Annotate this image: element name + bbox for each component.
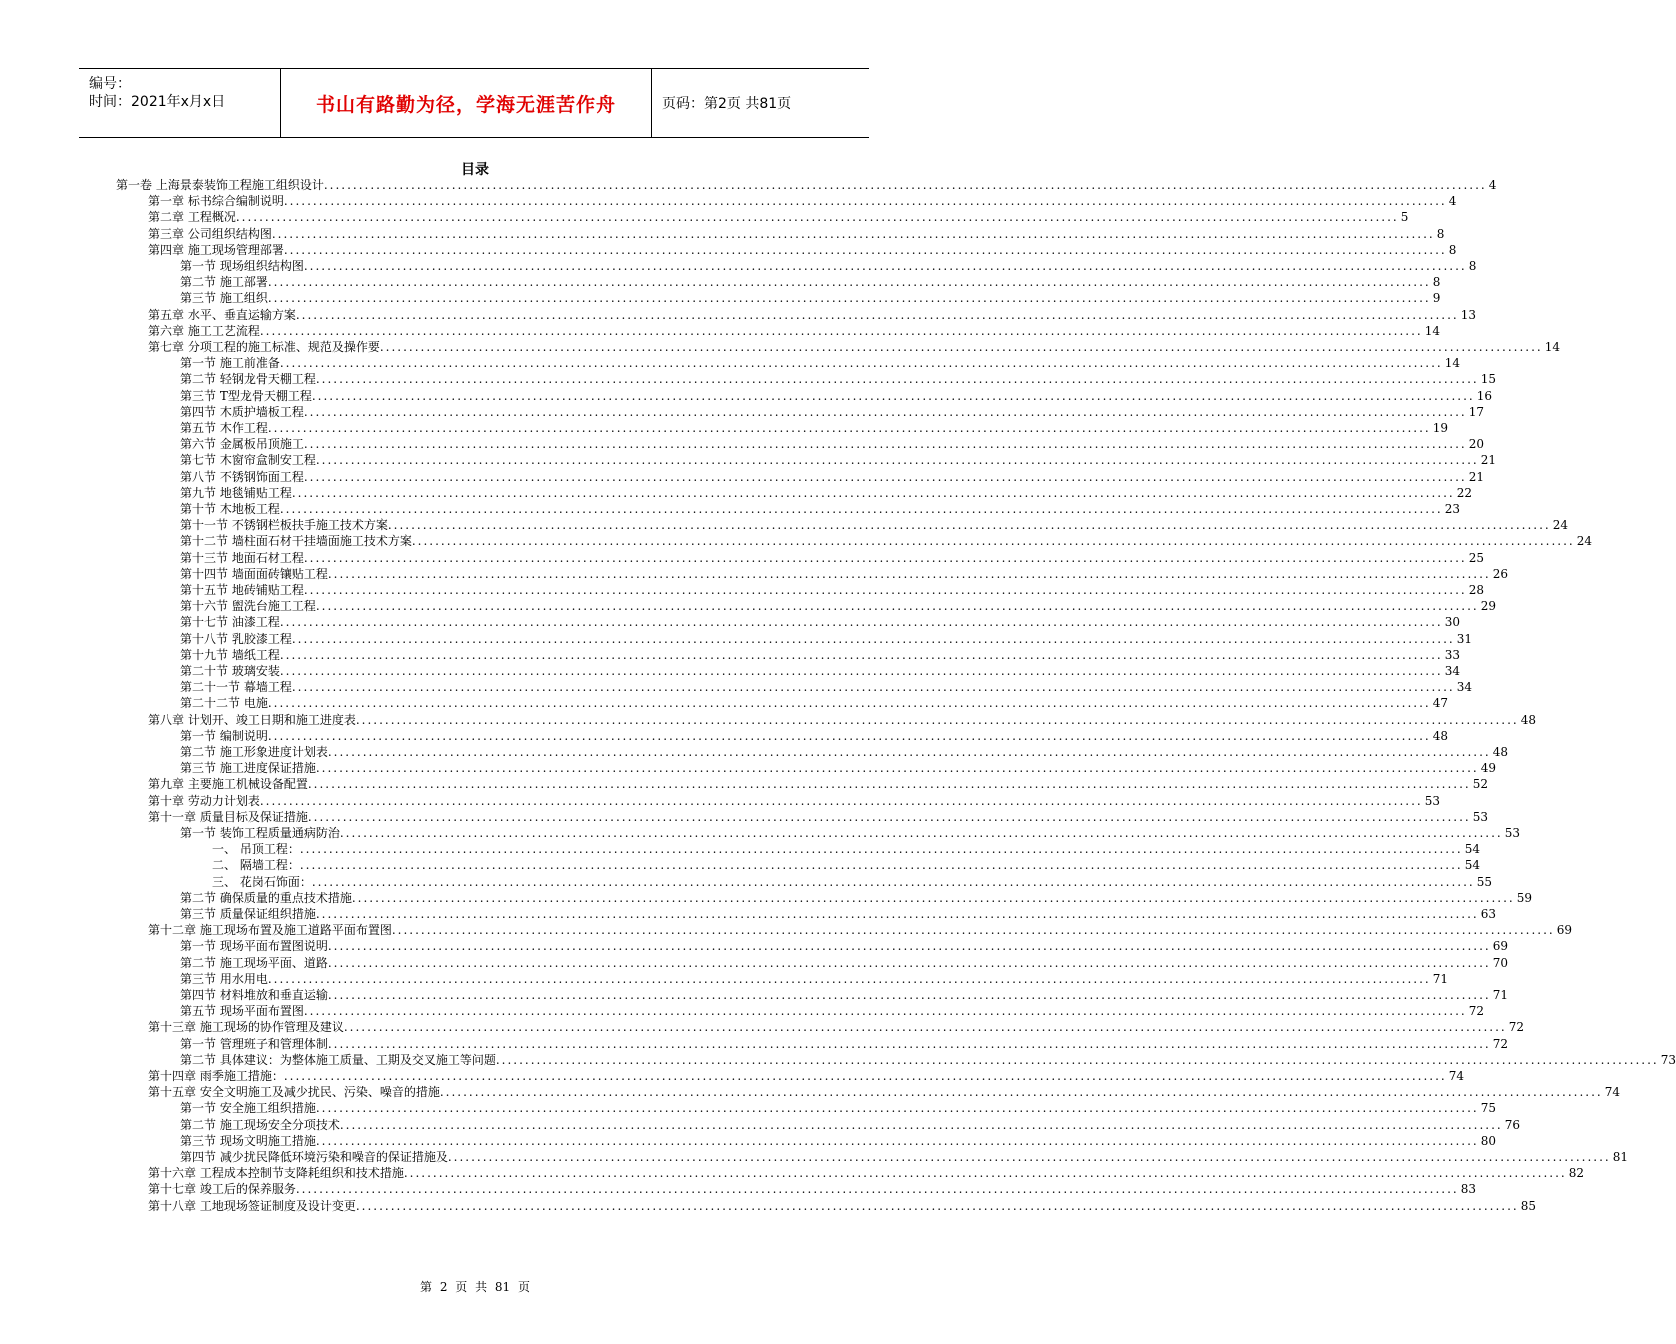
toc-entry-title: 第十八节 乳胶漆工程 (180, 631, 292, 646)
toc-entry-page: 17 (1468, 404, 1484, 419)
toc-entry-title: 第十一章 质量目标及保证措施 (148, 809, 308, 824)
toc-entry-page: 69 (1492, 939, 1508, 954)
toc-entry-title: 第十四节 墙面面砖镶贴工程 (180, 566, 328, 581)
toc-entry[interactable] (148, 1181, 1476, 1197)
toc-entry[interactable] (180, 890, 1532, 906)
toc-entry-page: 8 (1432, 275, 1441, 290)
toc-entry-title: 第一节 现场平面布置图说明 (180, 939, 328, 954)
toc-leader-dots: ........................................................................................................................................................................................................ (327, 745, 1491, 759)
toc-entry-page: 19 (1432, 421, 1448, 435)
toc-entry-page: 71 (1492, 988, 1508, 1002)
toc-entry-page: 47 (1432, 696, 1448, 711)
toc-entry[interactable] (180, 938, 1508, 954)
toc-entry-page: 13 (1460, 307, 1476, 322)
toc-entry-page: 14 (1444, 356, 1460, 371)
toc-entry-page: 53 (1504, 826, 1520, 840)
toc-leader-dots: ........................................................................................................................................................................................................ (303, 1004, 1467, 1019)
toc-entry-page: 24 (1576, 534, 1592, 549)
toc-entry-title: 第十七节 油漆工程 (180, 615, 280, 630)
toc-leader-dots: ........................................................................................................................................................................................................ (315, 599, 1479, 614)
toc-entry-page: 29 (1480, 599, 1496, 614)
toc-leader-dots: ........................................................................................................................................................................................................ (327, 566, 1491, 581)
toc-leader-dots: ........................................................................................................................................................................................................ (411, 534, 1575, 549)
toc-leader-dots: ........................................................................................................................................................................................................ (279, 647, 1443, 662)
toc-entry[interactable] (148, 1019, 1524, 1035)
toc-entry[interactable] (180, 533, 1592, 549)
page-header (79, 68, 869, 138)
toc-entry[interactable] (180, 371, 1496, 387)
toc-leader-dots: ........................................................................................................................................................................................................ (323, 178, 1487, 192)
toc-entry-page: 8 (1448, 242, 1457, 257)
toc-leader-dots: ........................................................................................................................................................................................................ (379, 340, 1543, 354)
toc-entry[interactable] (180, 566, 1508, 582)
toc-entry-title: 第十二章 施工现场布置及施工道路平面布置图 (148, 923, 392, 938)
toc-entry-page: 4 (1488, 178, 1497, 192)
toc-entry-title: 第二十节 玻璃安装 (180, 664, 280, 678)
toc-entry[interactable] (148, 193, 1457, 209)
toc-entry[interactable] (180, 1149, 1628, 1165)
toc-entry[interactable] (148, 1165, 1584, 1181)
toc-leader-dots: ........................................................................................................................................................................................................ (315, 1133, 1479, 1148)
toc-entry[interactable] (148, 1068, 1464, 1084)
toc-leader-dots: ........................................................................................................................................................................................................ (283, 194, 1447, 209)
toc-entry-title: 第三节 施工进度保证措施 (180, 761, 316, 776)
toc-entry-title: 第四节 减少扰民降低环境污染和噪音的保证措施及 (180, 1150, 448, 1164)
toc-leader-dots: ........................................................................................................................................................................................................ (259, 793, 1423, 808)
toc-entry-page: 59 (1516, 890, 1532, 905)
toc-entry-page: 72 (1468, 1004, 1484, 1019)
toc-entry[interactable] (180, 1003, 1484, 1019)
time-label: 时间：2021年x月x日 (89, 94, 226, 110)
toc-entry[interactable] (180, 1052, 1676, 1068)
toc-leader-dots: ........................................................................................................................................................................................................ (259, 323, 1423, 338)
toc-entry-title: 二、 隔墙工程： (212, 858, 300, 873)
toc-entry-title: 第八节 不锈钢饰面工程 (180, 469, 304, 484)
toc-entry[interactable] (148, 307, 1476, 323)
toc-entry-page: 34 (1444, 664, 1460, 678)
toc-leader-dots: ........................................................................................................................................................................................................ (447, 1150, 1611, 1164)
toc-leader-dots: ........................................................................................................................................................................................................ (291, 680, 1455, 695)
toc-entry[interactable] (180, 388, 1492, 404)
toc-entry[interactable] (148, 242, 1457, 258)
toc-entry[interactable] (180, 517, 1568, 533)
toc-title: 目录 (461, 162, 489, 178)
toc-entry-page: 33 (1444, 647, 1460, 662)
toc-leader-dots: ........................................................................................................................................................................................................ (315, 907, 1479, 921)
toc-entry[interactable] (180, 906, 1496, 922)
toc-entry-page: 14 (1544, 340, 1560, 354)
toc-entry-title: 第一节 施工前准备 (180, 356, 280, 371)
toc-entry-title: 第五节 现场平面布置图 (180, 1004, 304, 1019)
toc-entry-page: 4 (1448, 194, 1457, 209)
toc-entry-title: 第十三章 施工现场的协作管理及建议 (148, 1020, 344, 1035)
toc-leader-dots: ........................................................................................................................................................................................................ (327, 988, 1491, 1002)
toc-entry-page: 69 (1556, 923, 1572, 938)
toc-entry-title: 第三节 施工组织 (180, 291, 268, 306)
toc-entry-title: 第十六节 盥洗台施工工程 (180, 599, 316, 614)
toc-leader-dots: ........................................................................................................................................................................................................ (295, 307, 1459, 322)
toc-leader-dots: ........................................................................................................................................................................................................ (279, 664, 1443, 678)
toc-entry[interactable] (180, 987, 1508, 1003)
toc-entry-page: 8 (1468, 259, 1477, 273)
toc-leader-dots: ........................................................................................................................................................................................................ (291, 631, 1455, 646)
toc-leader-dots: ........................................................................................................................................................................................................ (311, 874, 1475, 889)
toc-entry[interactable] (212, 874, 1492, 890)
toc-entry-title: 第三节 T型龙骨天棚工程 (180, 388, 312, 403)
toc-entry-page: 5 (1400, 210, 1409, 225)
toc-entry[interactable] (180, 1036, 1508, 1052)
toc-entry-title: 第十六章 工程成本控制节支降耗组织和技术措施 (148, 1166, 404, 1181)
toc-entry[interactable] (180, 728, 1448, 744)
toc-entry-page: 70 (1492, 955, 1508, 970)
toc-entry-title: 第三节 现场文明施工措施 (180, 1133, 316, 1148)
toc-leader-dots: ........................................................................................................................................................................................................ (267, 275, 1431, 290)
toc-entry-page: 14 (1424, 323, 1440, 338)
toc-entry[interactable] (148, 776, 1488, 792)
toc-entry[interactable] (180, 501, 1460, 517)
toc-entry-title: 一、 吊顶工程： (212, 842, 300, 857)
toc-leader-dots: ........................................................................................................................................................................................................ (267, 421, 1431, 435)
toc-entry-title: 第二节 施工形象进度计划表 (180, 745, 328, 759)
toc-entry-page: 54 (1464, 858, 1480, 873)
toc-entry-title: 第四章 施工现场管理部署 (148, 242, 284, 257)
toc-entry-title: 第四节 材料堆放和垂直运输 (180, 988, 328, 1002)
toc-entry[interactable] (180, 550, 1484, 566)
toc-leader-dots: ........................................................................................................................................................................................................ (279, 356, 1443, 371)
toc-entry-title: 第一卷 上海景泰装饰工程施工组织设计 (116, 178, 324, 192)
toc-entry[interactable] (148, 793, 1440, 809)
toc-entry-title: 第一节 装饰工程质量通病防治 (180, 826, 340, 840)
toc-leader-dots: ........................................................................................................................................................................................................ (267, 696, 1431, 711)
page-label: 页码：第2页 共81页 (662, 96, 792, 112)
toc-entry[interactable] (180, 1117, 1520, 1133)
toc-leader-dots: ........................................................................................................................................................................................................ (351, 890, 1515, 905)
toc-leader-dots: ........................................................................................................................................................................................................ (295, 1182, 1459, 1197)
toc-entry-page: 76 (1504, 1117, 1520, 1132)
toc-leader-dots: ........................................................................................................................................................................................................ (439, 1085, 1603, 1100)
toc-leader-dots: ........................................................................................................................................................................................................ (327, 1036, 1491, 1051)
toc-entry[interactable] (116, 177, 1497, 193)
toc-leader-dots: ........................................................................................................................................................................................................ (235, 210, 1399, 225)
toc-entry[interactable] (180, 258, 1477, 274)
toc-entry-title: 第二节 施工现场安全分项技术 (180, 1117, 340, 1132)
toc-entry-title: 第十九节 墙纸工程 (180, 647, 280, 662)
toc-entry-title: 第一节 现场组织结构图 (180, 259, 304, 273)
toc-entry-title: 第三节 质量保证组织措施 (180, 907, 316, 921)
toc-entry-title: 第十二节 墙柱面石材干挂墙面施工技术方案 (180, 534, 412, 549)
toc-entry-page: 83 (1460, 1182, 1476, 1197)
toc-entry-title: 第五节 木作工程 (180, 421, 268, 435)
toc-entry-title: 第十八章 工地现场签证制度及设计变更 (148, 1198, 356, 1213)
toc-leader-dots: ........................................................................................................................................................................................................ (283, 1069, 1447, 1083)
toc-entry-page: 30 (1444, 615, 1460, 630)
toc-entry-page: 34 (1456, 680, 1472, 695)
toc-leader-dots: ........................................................................................................................................................................................................ (327, 955, 1491, 970)
toc-leader-dots: ........................................................................................................................................................................................................ (315, 1101, 1479, 1116)
toc-leader-dots: ........................................................................................................................................................................................................ (355, 712, 1519, 727)
number-label: 编号： (89, 76, 131, 92)
toc-leader-dots: ........................................................................................................................................................................................................ (267, 971, 1431, 986)
toc-leader-dots: ........................................................................................................................................................................................................ (279, 502, 1443, 516)
toc-leader-dots: ........................................................................................................................................................................................................ (303, 469, 1467, 484)
toc-entry-page: 52 (1472, 777, 1488, 792)
toc-entry-page: 31 (1456, 631, 1472, 646)
toc-leader-dots: ........................................................................................................................................................................................................ (327, 939, 1491, 954)
toc-entry-page: 21 (1480, 453, 1496, 468)
toc-entry-page: 53 (1472, 809, 1488, 824)
toc-entry-page: 72 (1508, 1020, 1524, 1035)
header-page-cell (652, 69, 869, 137)
toc-entry[interactable] (180, 647, 1460, 663)
header-motto-cell (281, 69, 652, 137)
toc-leader-dots: ........................................................................................................................................................................................................ (315, 372, 1479, 387)
toc-entry[interactable] (148, 226, 1445, 242)
toc-entry-title: 三、 花岗石饰面： (212, 874, 312, 889)
toc-leader-dots: ........................................................................................................................................................................................................ (283, 242, 1447, 257)
toc-leader-dots: ........................................................................................................................................................................................................ (311, 388, 1475, 403)
toc-entry-title: 第三节 用水用电 (180, 971, 268, 986)
toc-entry-title: 第二节 轻钢龙骨天棚工程 (180, 372, 316, 387)
toc-entry-page: 63 (1480, 907, 1496, 921)
toc-leader-dots: ........................................................................................................................................................................................................ (303, 437, 1467, 452)
toc-leader-dots: ........................................................................................................................................................................................................ (271, 226, 1435, 241)
toc-entry-page: 9 (1432, 291, 1441, 306)
toc-entry[interactable] (148, 922, 1572, 938)
toc-entry-page: 74 (1448, 1069, 1464, 1083)
toc-entry-page: 25 (1468, 550, 1484, 565)
toc-entry-page: 55 (1476, 874, 1492, 889)
toc-entry-title: 第二十二节 电施 (180, 696, 268, 711)
toc-entry[interactable] (180, 290, 1441, 306)
toc-entry[interactable] (180, 663, 1460, 679)
toc-entry[interactable] (180, 760, 1496, 776)
toc-entry[interactable] (180, 436, 1484, 452)
toc-leader-dots: ........................................................................................................................................................................................................ (299, 842, 1463, 857)
toc-leader-dots: ........................................................................................................................................................................................................ (307, 809, 1471, 824)
toc-entry[interactable] (180, 420, 1448, 436)
toc-entry-page: 80 (1480, 1133, 1496, 1148)
toc-leader-dots: ........................................................................................................................................................................................................ (315, 761, 1479, 776)
toc-entry-title: 第二节 施工现场平面、道路 (180, 955, 328, 970)
toc-leader-dots: ........................................................................................................................................................................................................ (403, 1166, 1567, 1181)
toc-entry-page: 48 (1520, 712, 1536, 727)
toc-entry-title: 第二章 工程概况 (148, 210, 236, 225)
toc-leader-dots: ........................................................................................................................................................................................................ (387, 518, 1551, 533)
toc-entry[interactable] (180, 1133, 1496, 1149)
toc-entry[interactable] (180, 631, 1472, 647)
toc-leader-dots: ........................................................................................................................................................................................................ (303, 550, 1467, 565)
toc-entry-page: 21 (1468, 469, 1484, 484)
toc-entry-title: 第二节 具体建议：为整体施工质量、工期及交叉施工等问题 (180, 1052, 496, 1067)
toc-entry-page: 28 (1468, 583, 1484, 597)
toc-entry-page: 48 (1492, 745, 1508, 759)
toc-entry-title: 第三章 公司组织结构图 (148, 226, 272, 241)
toc-entry-title: 第十章 劳动力计划表 (148, 793, 260, 808)
toc-entry[interactable] (148, 809, 1488, 825)
toc-entry-page: 16 (1476, 388, 1492, 403)
toc-entry[interactable] (180, 485, 1472, 501)
toc-leader-dots: ........................................................................................................................................................................................................ (307, 777, 1471, 792)
header-meta (79, 69, 281, 137)
toc-entry-page: 26 (1492, 566, 1508, 581)
toc-leader-dots: ........................................................................................................................................................................................................ (267, 291, 1431, 306)
toc-leader-dots: ........................................................................................................................................................................................................ (303, 583, 1467, 597)
toc-entry-page: 8 (1436, 226, 1445, 241)
page-footer: 第 2 页 共 81 页 (420, 1280, 530, 1294)
toc-entry[interactable] (180, 679, 1472, 695)
toc-entry[interactable] (148, 209, 1409, 225)
toc-entry-title: 第二十一节 幕墙工程 (180, 680, 292, 695)
toc-leader-dots: ........................................................................................................................................................................................................ (299, 858, 1463, 873)
toc-entry-page: 15 (1480, 372, 1496, 387)
toc-entry-title: 第十一节 不锈钢栏板扶手施工技术方案 (180, 518, 388, 533)
toc-leader-dots: ........................................................................................................................................................................................................ (291, 485, 1455, 500)
toc-entry-page: 85 (1520, 1198, 1536, 1213)
toc-entry-page: 71 (1432, 971, 1448, 986)
toc-entry-title: 第八章 计划开、竣工日期和施工进度表 (148, 712, 356, 727)
toc-entry[interactable] (180, 825, 1520, 841)
toc-entry[interactable] (180, 582, 1484, 598)
toc-entry-title: 第九章 主要施工机械设备配置 (148, 777, 308, 792)
toc-entry-page: 74 (1604, 1085, 1620, 1100)
toc-entry-title: 第一节 安全施工组织措施 (180, 1101, 316, 1116)
toc-leader-dots: ........................................................................................................................................................................................................ (339, 1117, 1503, 1132)
toc-entry-title: 第四节 木质护墙板工程 (180, 404, 304, 419)
toc-entry-page: 81 (1612, 1150, 1628, 1164)
toc-entry[interactable] (180, 971, 1448, 987)
toc-entry[interactable] (212, 857, 1480, 873)
toc-entry-title: 第一节 编制说明 (180, 728, 268, 743)
toc-entry-page: 24 (1552, 518, 1568, 533)
toc-entry[interactable] (180, 744, 1508, 760)
toc-leader-dots: ........................................................................................................................................................................................................ (267, 728, 1431, 743)
toc-entry[interactable] (148, 1084, 1620, 1100)
toc-entry[interactable] (148, 1198, 1536, 1214)
toc-entry[interactable] (148, 323, 1440, 339)
toc-leader-dots: ........................................................................................................................................................................................................ (315, 453, 1479, 468)
toc-entry[interactable] (180, 469, 1484, 485)
toc-entry[interactable] (180, 614, 1460, 630)
toc-entry-title: 第七章 分项工程的施工标准、规范及操作要 (148, 340, 380, 354)
toc-entry-page: 73 (1660, 1052, 1676, 1067)
toc-entry-title: 第十七章 竣工后的保养服务 (148, 1182, 296, 1197)
toc-leader-dots: ........................................................................................................................................................................................................ (303, 259, 1467, 273)
toc-entry-title: 第九节 地毯铺贴工程 (180, 485, 292, 500)
toc-entry[interactable] (148, 339, 1560, 355)
toc-leader-dots: ........................................................................................................................................................................................................ (303, 404, 1467, 419)
toc-entry-page: 23 (1444, 502, 1460, 516)
toc-entry-page: 54 (1464, 842, 1480, 857)
toc-entry-title: 第十四章 雨季施工措施： (148, 1069, 284, 1083)
toc-leader-dots: ........................................................................................................................................................................................................ (391, 923, 1555, 938)
toc-leader-dots: ........................................................................................................................................................................................................ (279, 615, 1443, 630)
toc-entry-page: 48 (1432, 728, 1448, 743)
toc-entry-page: 72 (1492, 1036, 1508, 1051)
toc-entry[interactable] (180, 404, 1484, 420)
toc-entry-title: 第十节 木地板工程 (180, 502, 280, 516)
toc-entry-title: 第一节 管理班子和管理体制 (180, 1036, 328, 1051)
toc-entry-title: 第一章 标书综合编制说明 (148, 194, 284, 209)
toc-entry-title: 第五章 水平、垂直运输方案 (148, 307, 296, 322)
toc-leader-dots: ........................................................................................................................................................................................................ (339, 826, 1503, 840)
toc-entry[interactable] (180, 955, 1508, 971)
toc-entry-title: 第十五节 地砖铺贴工程 (180, 583, 304, 597)
toc-leader-dots: ........................................................................................................................................................................................................ (343, 1020, 1507, 1035)
toc-leader-dots: ........................................................................................................................................................................................................ (355, 1198, 1519, 1213)
toc-entry[interactable] (180, 355, 1460, 371)
toc-entry-page: 75 (1480, 1101, 1496, 1116)
toc-entry-title: 第二节 施工部署 (180, 275, 268, 290)
toc-entry-page: 20 (1468, 437, 1484, 452)
toc-entry-title: 第十三节 地面石材工程 (180, 550, 304, 565)
toc-entry[interactable] (180, 598, 1496, 614)
toc-entry-page: 22 (1456, 485, 1472, 500)
toc-entry[interactable] (180, 1100, 1496, 1116)
toc-entry-title: 第七节 木窗帘盒制安工程 (180, 453, 316, 468)
toc-entry[interactable] (148, 712, 1536, 728)
toc-entry-page: 49 (1480, 761, 1496, 776)
toc-leader-dots: ........................................................................................................................................................................................................ (495, 1052, 1659, 1067)
toc-entry-page: 82 (1568, 1166, 1584, 1181)
toc-entry-title: 第六节 金属板吊顶施工 (180, 437, 304, 452)
motto: 书山有路勤为径，学海无涯苦作舟 (315, 93, 616, 116)
toc-entry-page: 53 (1424, 793, 1440, 808)
toc-entry[interactable] (180, 695, 1448, 711)
toc-entry-title: 第六章 施工工艺流程 (148, 323, 260, 338)
toc-entry-title: 第二节 确保质量的重点技术措施 (180, 890, 352, 905)
toc-entry[interactable] (180, 274, 1441, 290)
toc-entry[interactable] (212, 841, 1480, 857)
toc-entry[interactable] (180, 452, 1496, 468)
toc-entry-title: 第十五章 安全文明施工及减少扰民、污染、噪音的措施 (148, 1085, 440, 1100)
